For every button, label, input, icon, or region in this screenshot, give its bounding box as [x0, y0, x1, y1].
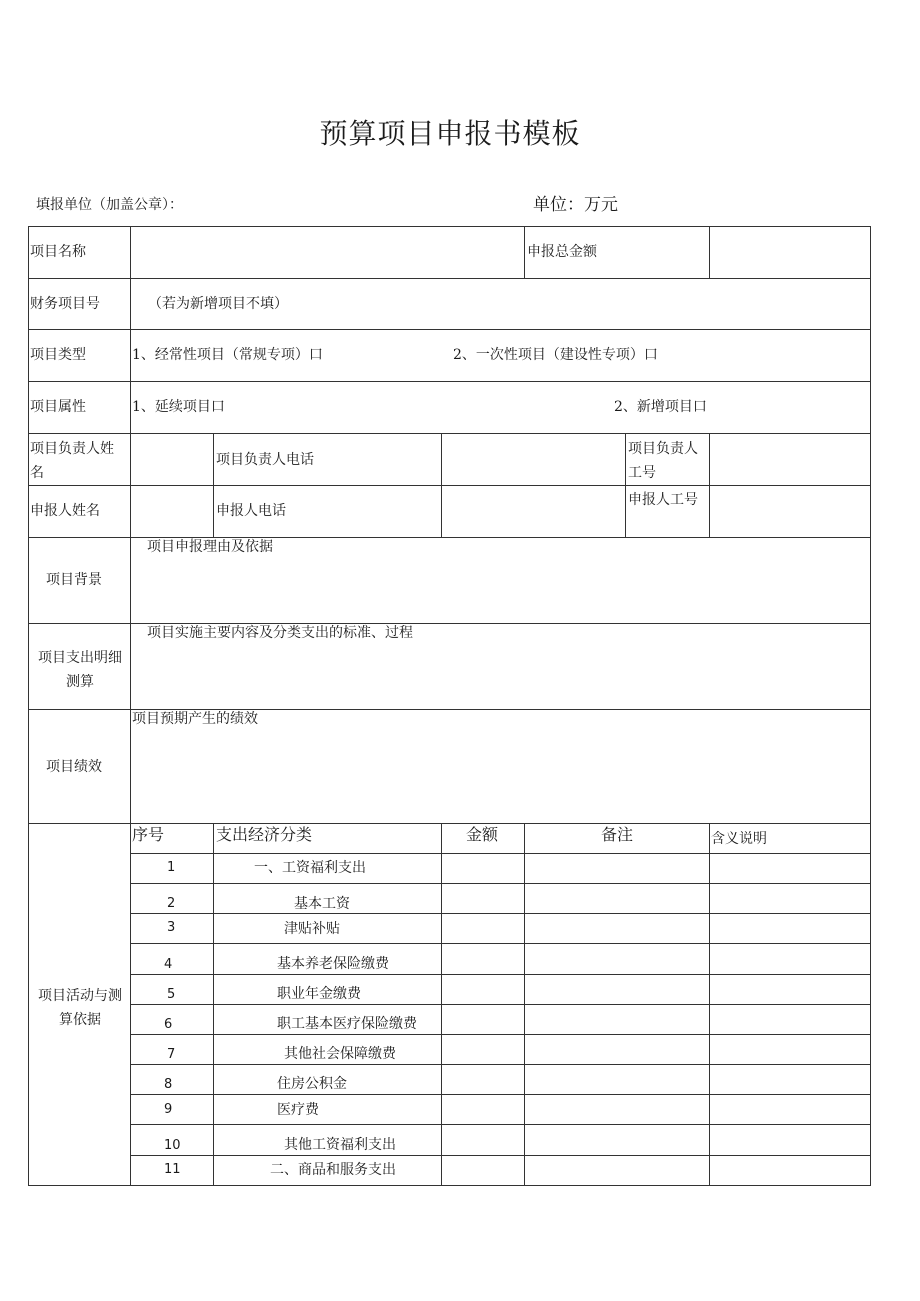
leader-id-label: 项目负责人工号 — [628, 441, 698, 481]
row-seq: 6 — [164, 1017, 173, 1032]
row-category: 住房公积金 — [277, 1076, 347, 1092]
total-amount-label: 申报总金额 — [527, 244, 597, 260]
row-category: 津贴补贴 — [284, 921, 340, 937]
row-seq: 1 — [167, 860, 176, 875]
attr-option-continuing[interactable]: 1、延续项目口 — [132, 399, 225, 415]
row-seq: 3 — [167, 920, 176, 935]
col-header-amount: 金额 — [466, 825, 499, 844]
row-category: 职业年金缴费 — [277, 986, 361, 1002]
unit-label: 单位：万元 — [533, 195, 618, 215]
row-seq: 9 — [164, 1102, 173, 1117]
leader-phone-label: 项目负责人电话 — [216, 452, 314, 468]
applicant-phone-label: 申报人电话 — [216, 503, 286, 519]
expense-detail-hint: 项目实施主要内容及分类支出的标准、过程 — [147, 625, 413, 641]
col-header-meaning: 含义说明 — [711, 831, 767, 847]
row-seq: 7 — [167, 1047, 176, 1062]
applicant-id-label: 申报人工号 — [628, 492, 698, 508]
row-category: 二、商品和服务支出 — [270, 1162, 396, 1178]
background-label: 项目背景 — [46, 572, 102, 588]
row-category: 职工基本医疗保险缴费 — [277, 1016, 417, 1032]
finance-no-hint: （若为新增项目不填） — [148, 296, 288, 312]
row-seq: 5 — [167, 987, 176, 1002]
type-option-regular[interactable]: 1、经常性项目（常规专项）口 — [132, 347, 323, 363]
row-seq: 2 — [167, 896, 176, 911]
col-header-category: 支出经济分类 — [216, 825, 313, 844]
performance-hint: 项目预期产生的绩效 — [132, 711, 258, 727]
performance-label: 项目绩效 — [46, 759, 102, 775]
row-category: 其他社会保障缴费 — [284, 1046, 396, 1062]
activity-basis-label: 项目活动与测算依据 — [38, 988, 122, 1028]
row-category: 基本养老保险缴费 — [277, 956, 389, 972]
row-category: 其他工资福利支出 — [284, 1137, 396, 1153]
row-seq: 11 — [164, 1162, 181, 1177]
finance-no-label: 财务项目号 — [30, 296, 100, 312]
background-hint: 项目申报理由及依据 — [147, 539, 273, 555]
row-category: 医疗费 — [277, 1102, 319, 1118]
row-seq: 8 — [164, 1077, 173, 1092]
project-type-label: 项目类型 — [30, 347, 86, 363]
row-category: 基本工资 — [294, 896, 350, 912]
row-seq: 10 — [164, 1138, 181, 1153]
leader-name-label: 项目负责人姓名 — [30, 441, 114, 481]
project-attr-label: 项目属性 — [30, 399, 86, 415]
applicant-name-label: 申报人姓名 — [30, 503, 100, 519]
type-option-onetime[interactable]: 2、一次性项目（建设性专项）口 — [453, 347, 658, 363]
filler-unit-label: 填报单位（加盖公章）： — [36, 197, 183, 213]
col-header-seq: 序号 — [132, 825, 165, 844]
row-category: 一、工资福利支出 — [254, 860, 366, 876]
expense-detail-label: 项目支出明细测算 — [38, 650, 122, 690]
project-name-label: 项目名称 — [30, 244, 86, 260]
row-seq: 4 — [164, 957, 173, 972]
attr-option-new[interactable]: 2、新增项目口 — [614, 399, 707, 415]
page-title: 预算项目申报书模板 — [319, 117, 581, 150]
col-header-remark: 备注 — [601, 825, 634, 844]
